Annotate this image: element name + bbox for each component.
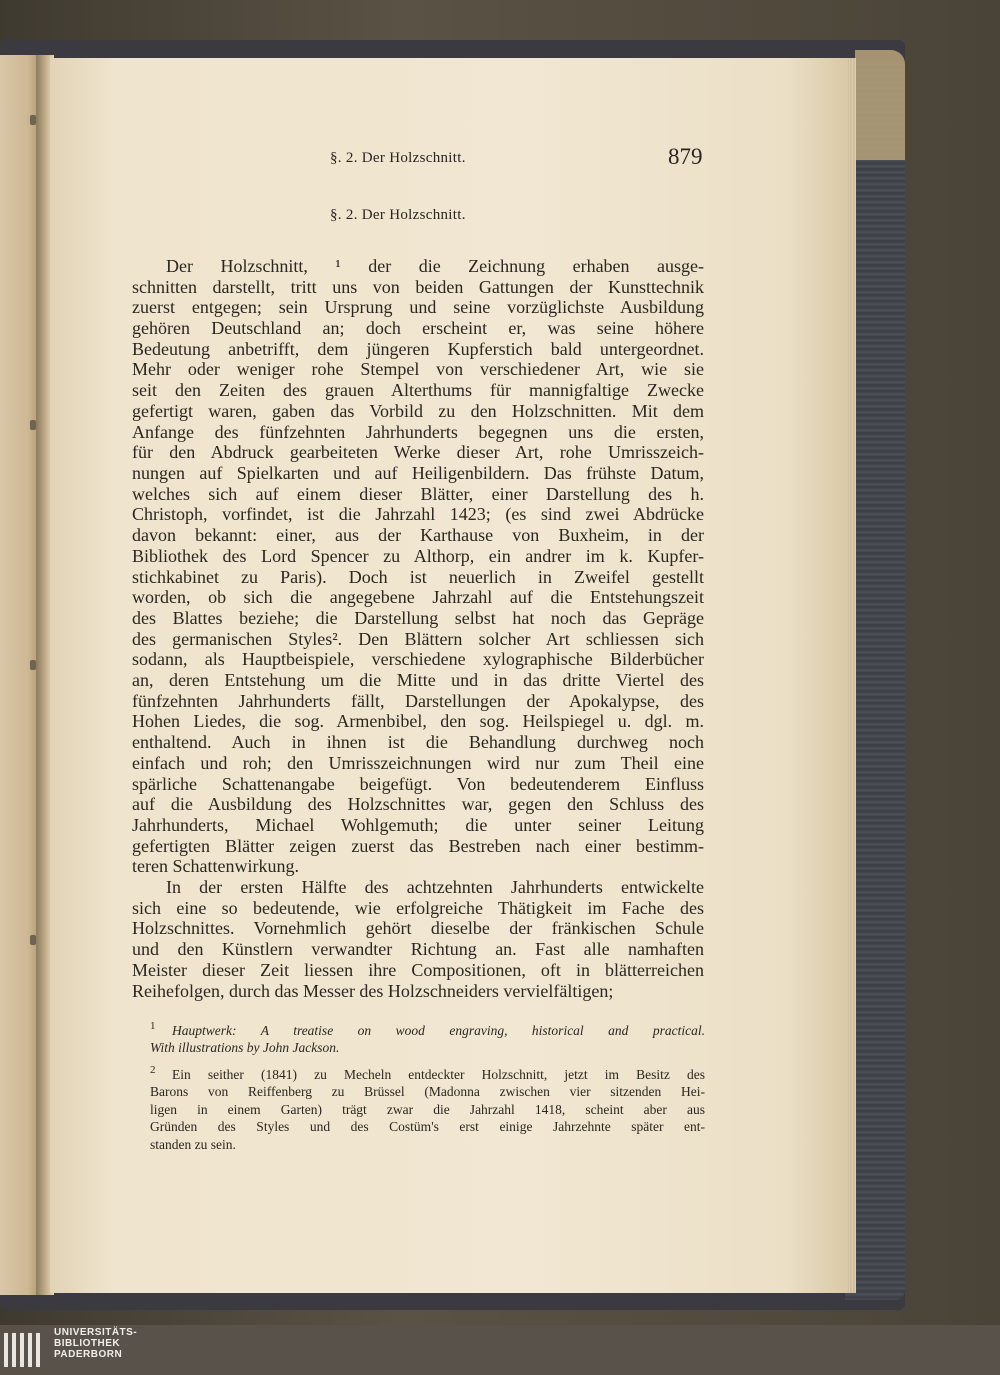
text-line: des germanischen Styles². Den Blättern solcher Art schliessen sich bbox=[132, 629, 704, 649]
text-line: Mehr oder weniger rohe Stempel von verschiedener Art, wie sie bbox=[132, 359, 704, 379]
footnote-line: Ein seither (1841) zu Mecheln entdeckter Holzschnitt, jetzt im Besitz des bbox=[172, 1067, 705, 1082]
footnote-line: Gründen des Styles und des Costüm's erst einige Jahrzehnte später ent- bbox=[150, 1119, 705, 1135]
text-line: zuerst entgegen; sein Ursprung und seine vorzüglichste Ausbildung bbox=[132, 297, 704, 317]
footnote-line: Hauptwerk: A treatise on wood engraving, historical and practical. bbox=[172, 1023, 705, 1038]
text-line: auf die Ausbildung des Holzschnittes war, gegen den Schluss des bbox=[132, 794, 704, 814]
text-line: seit den Zeiten des grauen Alterthums für mannigfaltige Zwecke bbox=[132, 380, 704, 400]
text-line: enthaltend. Auch in ihnen ist die Behandlung durchweg noch bbox=[132, 732, 704, 752]
text-line: stichkabinet zu Paris). Doch ist neuerlich in Zweifel gestellt bbox=[132, 567, 704, 587]
text-line: einfach und roh; den Umrisszeichnungen wird nur zum Theil eine bbox=[132, 753, 704, 773]
page-number: 879 bbox=[668, 144, 703, 169]
footnote-line: standen zu sein. bbox=[150, 1136, 236, 1152]
text-line: schnitten darstellt, tritt uns von beiden Gattungen der Kunsttechnik bbox=[132, 277, 704, 297]
text-line: des Blattes beziehe; die Darstellung selbst hat noch das Gepräge bbox=[132, 608, 704, 628]
text-line: worden, ob sich die angegebene Jahrzahl auf die Entstehungszeit bbox=[132, 587, 704, 607]
logo-text-line: PADERBORN bbox=[54, 1349, 123, 1360]
text-line: davon bekannt: einer, aus der Karthause von Buxheim, in der bbox=[132, 525, 704, 545]
text-line: Holzschnittes. Vornehmlich gehört dieselbe der fränkischen Schule bbox=[132, 918, 704, 938]
text-line: Bibliothek des Lord Spencer zu Althorp, ein andrer im k. Kupfer- bbox=[132, 546, 704, 566]
running-head-title: §. 2. Der Holzschnitt. bbox=[330, 150, 466, 166]
binding-mark bbox=[30, 660, 36, 670]
text-line: In der ersten Hälfte des achtzehnten Jahrhunderts entwickelte bbox=[166, 877, 704, 897]
text-line: Meister dieser Zeit liessen ihre Compositionen, oft in blätterreichen bbox=[132, 960, 704, 980]
binding-mark bbox=[30, 115, 36, 125]
text-line: sodann, als Hauptbeispiele, verschiedene xylographische Bilderbücher bbox=[132, 649, 704, 669]
text-line: Der Holzschnitt, ¹ der die Zeichnung erhaben ausge- bbox=[166, 256, 704, 276]
footnote-line: With illustrations by John Jackson. bbox=[150, 1040, 340, 1056]
binding-mark bbox=[30, 420, 36, 430]
footnote-mark: 1 bbox=[150, 1020, 156, 1032]
page-stack-edge bbox=[848, 58, 856, 1293]
library-footer bbox=[0, 1325, 1000, 1375]
text-line: Anfange des fünfzehnten Jahrhunderts begegnen uns die ersten, bbox=[132, 422, 704, 442]
footnote-line: ligen in einem Garten) trägt zwar die Jahrzahl 1418, scheint aber aus bbox=[150, 1101, 705, 1117]
text-line: Hohen Liedes, die sog. Armenbibel, den sog. Heilspiegel u. dgl. m. bbox=[132, 711, 704, 731]
text-line: teren Schattenwirkung. bbox=[132, 856, 299, 876]
text-line: an, deren Entstehung um die Mitte und in das dritte Viertel des bbox=[132, 670, 704, 690]
cover-corner bbox=[855, 50, 905, 160]
text-line: gefertigt waren, gaben das Vorbild zu den Holzschnitten. Mit dem bbox=[132, 401, 704, 421]
library-logo-icon bbox=[4, 1333, 44, 1367]
text-line: welches sich auf einem dieser Blätter, einer Darstellung des h. bbox=[132, 484, 704, 504]
footnote-line: Barons von Reiffenberg zu Brüssel (Madonna zwischen vier sitzenden Hei- bbox=[150, 1084, 705, 1100]
text-line: spärliche Schattenangabe beigefügt. Von bedeutenderem Einfluss bbox=[132, 774, 704, 794]
text-line: Christoph, vorfindet, ist die Jahrzahl 1423; (es sind zwei Abdrücke bbox=[132, 504, 704, 524]
text-line: sich eine so bedeutende, wie erfolgreiche Thätigkeit im Fache des bbox=[132, 898, 704, 918]
left-page-edge bbox=[0, 55, 40, 1295]
text-line: für den Abdruck gearbeiteten Werke dieser Art, rohe Umrisszeich- bbox=[132, 442, 704, 462]
text-line: und den Künstlern verwandter Richtung an. Fast alle namhaften bbox=[132, 939, 704, 959]
footnote-mark: 2 bbox=[150, 1064, 156, 1076]
text-line: gehören Deutschland an; doch erscheint er, was seine höhere bbox=[132, 318, 704, 338]
text-line: nungen auf Spielkarten und auf Heiligenbildern. Das frühste Datum, bbox=[132, 463, 704, 483]
text-line: Reihefolgen, durch das Messer des Holzschneiders vervielfältigen; bbox=[132, 981, 614, 1001]
text-line: gefertigten Blätter zeigen zuerst das Bestreben nach einer bestimm- bbox=[132, 836, 704, 856]
text-line: Bedeutung anbetrifft, dem jüngeren Kupferstich bald untergeordnet. bbox=[132, 339, 704, 359]
text-line: fünfzehnten Jahrhunderts fällt, Darstellungen der Apokalypse, des bbox=[132, 691, 704, 711]
logo-text-line: BIBLIOTHEK bbox=[54, 1338, 121, 1349]
binding-mark bbox=[30, 935, 36, 945]
logo-text-line: UNIVERSITÄTS- bbox=[54, 1327, 138, 1338]
text-line: Jahrhunderts, Michael Wohlgemuth; die unter seiner Leitung bbox=[132, 815, 704, 835]
section-title: §. 2. Der Holzschnitt. bbox=[330, 207, 466, 223]
